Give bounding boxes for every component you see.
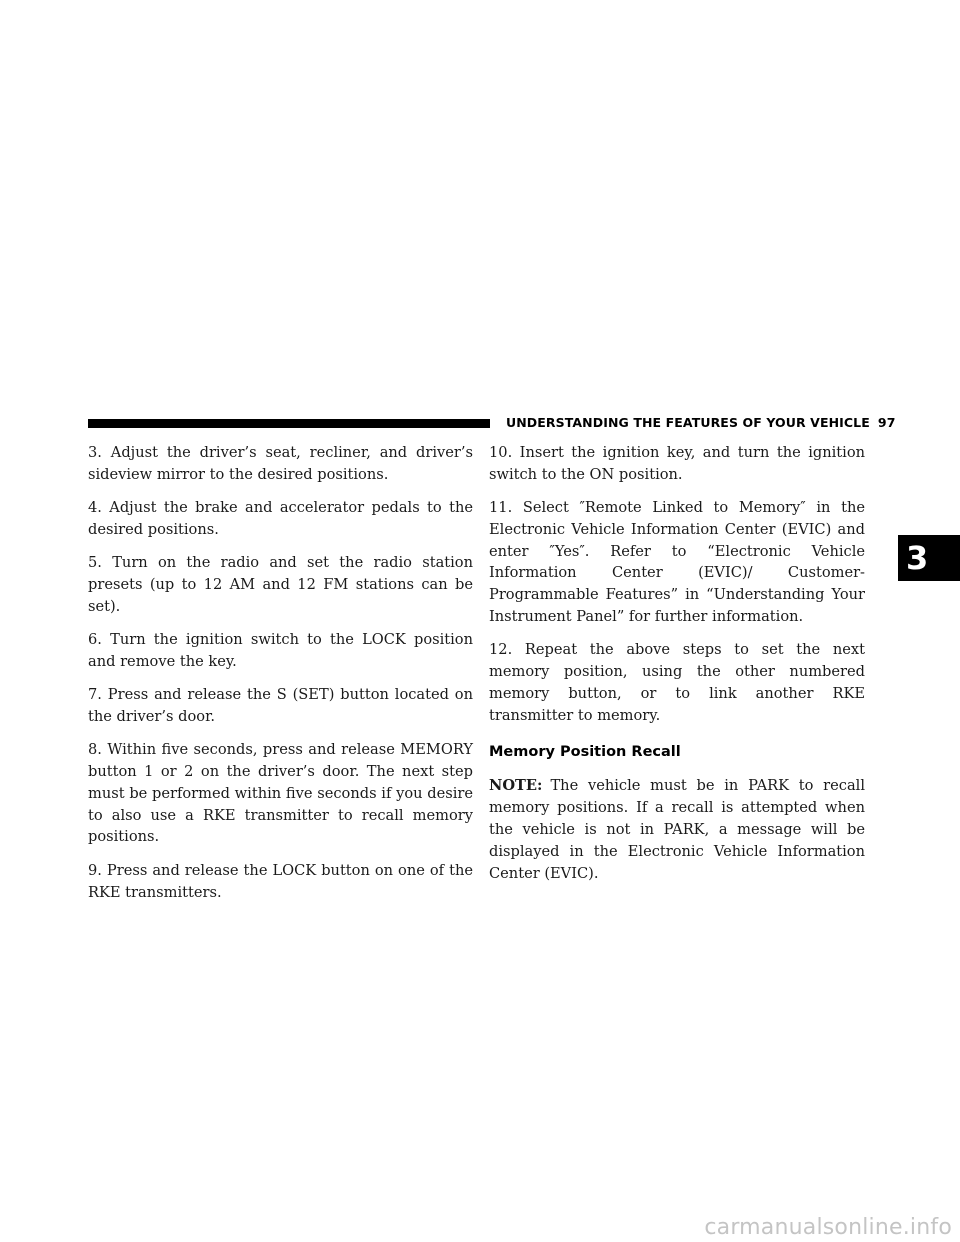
- step-8: 8. Within five seconds, press and release MEMORY button 1 or 2 on the driver’s door. The next step must be performed within five seconds if you desire to also use a RKE transmitter to recall memory positions.: [88, 741, 473, 846]
- note-paragraph: [489, 775, 865, 884]
- header-rule: [88, 419, 490, 428]
- step-12: 12. Repeat the above steps to set the next memory position, using the other numbered memory button, or to link another RKE transmitter to memory.: [489, 641, 865, 724]
- step-9: 9. Press and release the LOCK button on one of the RKE transmitters.: [88, 861, 473, 901]
- step-11: 11. Select ″Remote Linked to Memory″ in the Electronic Vehicle Information Center (EVIC) and enter ″Yes″. Refer to “Electronic Vehicle Information Center (EVIC)/ Customer-Programmable Features” in “Understanding Your Instrument Panel” for further information.: [489, 499, 865, 626]
- note-label: NOTE:: [489, 777, 543, 795]
- chapter-tab: 3: [898, 535, 960, 581]
- right-column: [489, 442, 865, 896]
- section-heading: Memory Position Recall: [489, 743, 681, 760]
- step-5: 5. Turn on the radio and set the radio station presets (up to 12 AM and 12 FM stations can be set).: [88, 554, 473, 615]
- step-10: 10. Insert the ignition key, and turn the ignition switch to the ON position.: [489, 444, 865, 483]
- step-6: 6. Turn the ignition switch to the LOCK position and remove the key.: [88, 631, 473, 670]
- step-7: 7. Press and release the S (SET) button located on the driver’s door.: [88, 686, 473, 725]
- step-3: 3. Adjust the driver’s seat, recliner, and driver’s sideview mirror to the desired positions.: [88, 444, 473, 483]
- left-column: [88, 442, 473, 915]
- watermark-text: carmanualsonline.info: [704, 1215, 952, 1240]
- step-4: 4. Adjust the brake and accelerator pedals to the desired positions.: [88, 499, 473, 538]
- running-header: [506, 415, 896, 431]
- header-title: UNDERSTANDING THE FEATURES OF YOUR VEHICLE: [506, 415, 870, 430]
- page-number: 97: [877, 415, 896, 430]
- note-text: The vehicle must be in PARK to recall memory positions. If a recall is attempted when the vehicle is not in PARK, a message will be displayed in the Electronic Vehicle Information Center (EVIC).: [489, 777, 865, 882]
